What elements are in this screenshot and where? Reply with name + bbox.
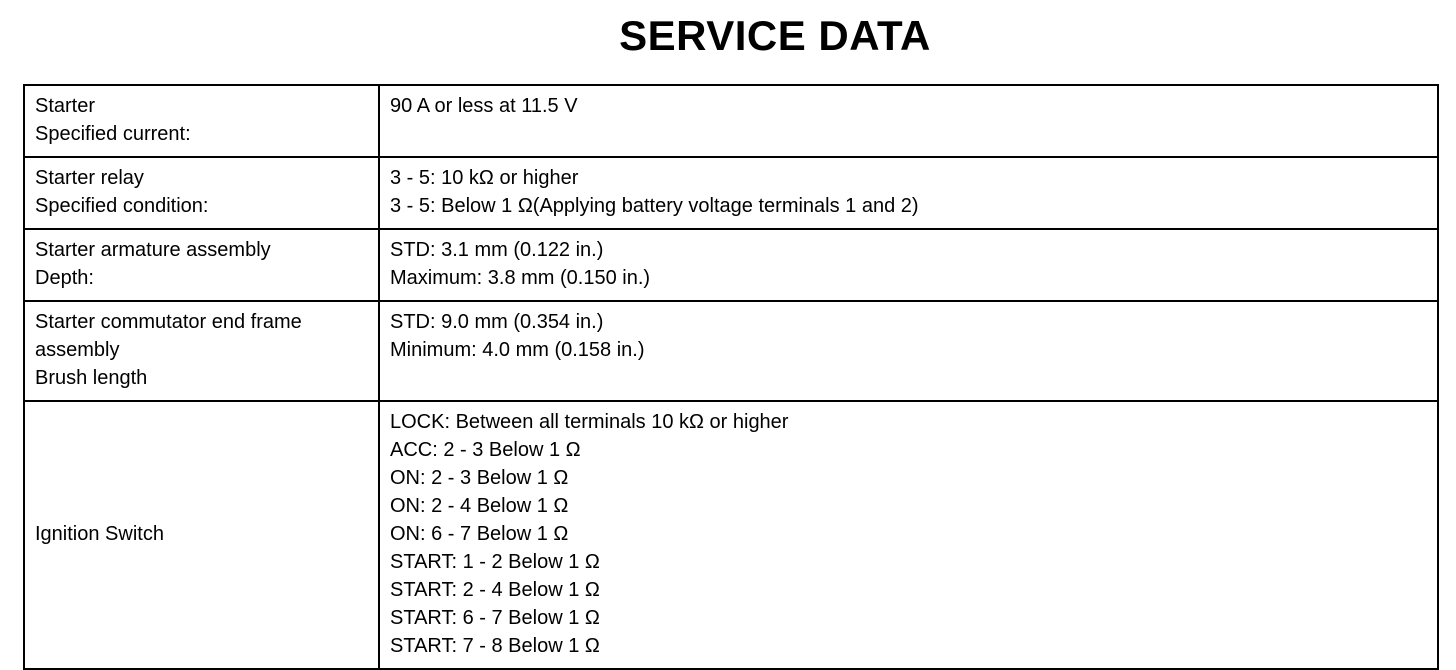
spec-value-line: START: 6 - 7 Below 1 Ω — [390, 607, 600, 629]
spec-value-cell — [379, 301, 1438, 401]
spec-value-line: START: 7 - 8 Below 1 Ω — [390, 635, 600, 657]
spec-value-line: ON: 6 - 7 Below 1 Ω — [390, 523, 569, 545]
spec-value-line: 90 A or less at 11.5 V — [390, 95, 578, 117]
spec-value-line: ACC: 2 - 3 Below 1 Ω — [390, 439, 581, 461]
service-data-table — [23, 84, 1439, 670]
spec-label-cell — [24, 157, 379, 229]
spec-label-line: Specified current: — [35, 123, 191, 145]
spec-label-line: Depth: — [35, 267, 94, 289]
spec-label-line: Brush length — [35, 367, 148, 389]
spec-value-line: Maximum: 3.8 mm (0.150 in.) — [390, 267, 651, 289]
table-row — [24, 229, 1438, 301]
spec-value-cell — [379, 229, 1438, 301]
spec-label-line: Starter relay — [35, 167, 144, 189]
spec-value-line: LOCK: Between all terminals 10 kΩ or higher — [390, 411, 789, 433]
spec-label-cell — [24, 301, 379, 401]
spec-label-line: Starter armature assembly — [35, 239, 271, 261]
spec-value-line: Minimum: 4.0 mm (0.158 in.) — [390, 339, 645, 361]
spec-value-line: ON: 2 - 3 Below 1 Ω — [390, 467, 569, 489]
table-row — [24, 85, 1438, 157]
spec-value-cell — [379, 85, 1438, 157]
table-row — [24, 157, 1438, 229]
spec-value-line: START: 1 - 2 Below 1 Ω — [390, 551, 600, 573]
table-row — [24, 401, 1438, 669]
page-title: SERVICE DATA — [619, 12, 931, 59]
spec-value-line: STD: 3.1 mm (0.122 in.) — [390, 239, 604, 261]
spec-value-line: 3 - 5: Below 1 Ω(Applying battery voltage terminals 1 and 2) — [390, 195, 919, 217]
spec-label-line: assembly — [35, 339, 120, 361]
spec-label-line: Ignition Switch — [35, 523, 164, 545]
spec-value-line: ON: 2 - 4 Below 1 Ω — [390, 495, 569, 517]
spec-label-cell — [24, 401, 379, 669]
spec-label-line: Starter — [35, 95, 96, 117]
spec-label-cell — [24, 229, 379, 301]
spec-label-line: Specified condition: — [35, 195, 209, 217]
spec-value-line: START: 2 - 4 Below 1 Ω — [390, 579, 600, 601]
spec-label-line: Starter commutator end frame — [35, 311, 302, 333]
spec-value-cell — [379, 157, 1438, 229]
spec-label-cell — [24, 85, 379, 157]
spec-value-line: STD: 9.0 mm (0.354 in.) — [390, 311, 604, 333]
table-row — [24, 301, 1438, 401]
spec-value-line: 3 - 5: 10 kΩ or higher — [390, 167, 579, 189]
spec-value-cell — [379, 401, 1438, 669]
